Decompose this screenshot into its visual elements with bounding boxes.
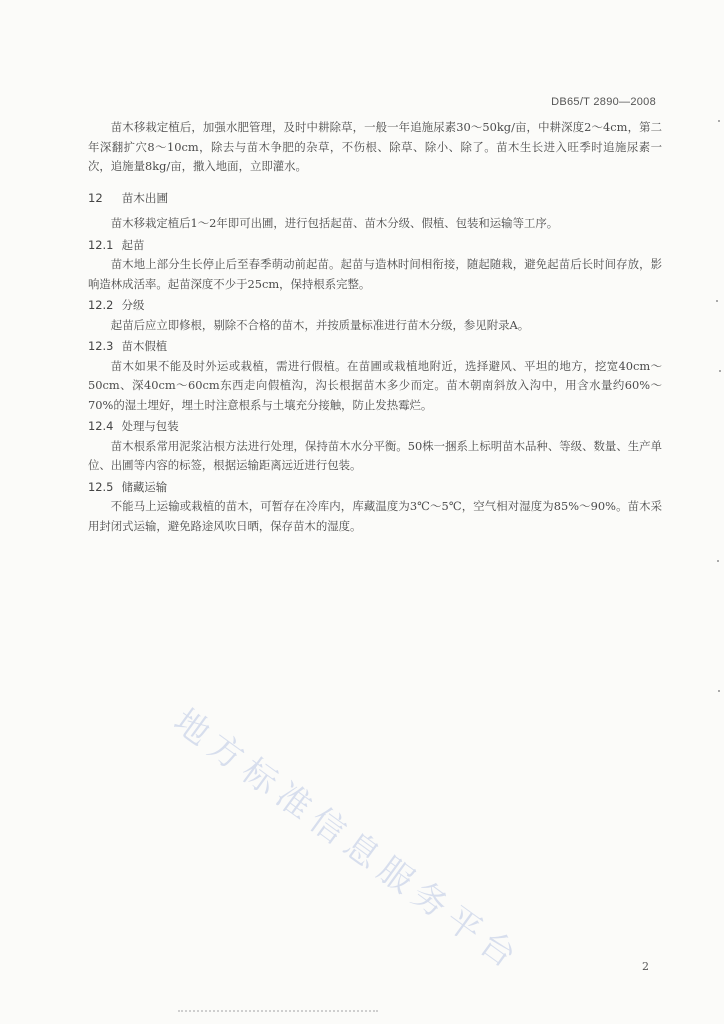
intro-paragraph: 苗木移栽定植后，加强水肥管理，及时中耕除草，一般一年追施尿素30～50kg/亩，中耕深度2～4cm，第二年深翻扩穴8～10cm，除去与苗木争肥的杂草，不伤根、除草、除小、除了。苗木生长进入旺季时追施尿素一次，追施量8kg/亩，撒入地面，立即灌水。 — [88, 120, 662, 173]
subsection-number: 12.1 — [88, 237, 114, 252]
subsection-title: 储藏运输 — [121, 479, 168, 494]
subsection-heading — [88, 337, 662, 357]
scan-edge-artifacts — [710, 0, 724, 1024]
subsection-heading — [88, 236, 662, 256]
subsection-number: 12.4 — [88, 419, 114, 433]
subsection-number: 12.2 — [88, 298, 114, 312]
subsection-text: 不能马上运输或栽植的苗木，可暂存在冷库内，库藏温度为3℃～5℃，空气相对湿度为85%～90%。苗木采用封闭式运输，避免路途风吹日晒，保存苗木的湿度。 — [88, 499, 662, 533]
subsection-number: 12.5 — [88, 479, 114, 494]
subsection-text: 起苗后应立即修根，剔除不合格的苗木，并按质量标准进行苗木分级，参见附录A。 — [110, 317, 530, 332]
subsection-title: 分级 — [121, 298, 145, 312]
subsection-heading — [88, 478, 662, 498]
subsection-title: 处理与包装 — [121, 419, 179, 433]
subsection-number: 12.3 — [88, 339, 114, 353]
watermark: 地方标准信息服务平台 — [166, 701, 530, 981]
subsection-heading — [88, 417, 662, 437]
section-title: 苗木出圃 — [121, 190, 169, 205]
subsection-heading — [88, 296, 662, 316]
page-number: 2 — [642, 960, 649, 973]
scan-bottom-artifact — [178, 1010, 378, 1016]
subsection-text: 苗木如果不能及时外运或栽植，需进行假植。在苗圃或栽植地附近，选择避风、平坦的地方，挖宽40cm～50cm、深40cm～60cm东西走向假植沟，沟长根据苗木多少而定。苗木朝南斜放入沟中，用含水量约60%～70%的湿土埋好，埋土时注意根系与土壤充分接触，防止发热霉烂。 — [88, 358, 662, 412]
section-paragraph: 苗木移栽定植后1～2年即可出圃，进行包括起苗、苗木分级、假植、包装和运输等工序。 — [110, 216, 559, 230]
subsection-text: 苗木根系常用泥浆沾根方法进行处理，保持苗木水分平衡。50株一捆系上标明苗木品种、等级、数量、生产单位、出圃等内容的标签，根据运输距离远近进行包装。 — [88, 438, 662, 472]
subsection-title: 起苗 — [121, 237, 145, 252]
subsection-text: 苗木地上部分生长停止后至春季萌动前起苗。起苗与造林时间相衔接，随起随栽，避免起苗后长时间存放，影响造林成活率。起苗深度不少于25cm，保持根系完整。 — [88, 257, 662, 291]
subsection-title: 苗木假植 — [121, 339, 168, 353]
standard-code: DB65/T 2890—2008 — [551, 96, 656, 108]
document-body — [88, 118, 662, 536]
section-heading — [88, 189, 662, 209]
section-number: 12 — [88, 190, 103, 205]
